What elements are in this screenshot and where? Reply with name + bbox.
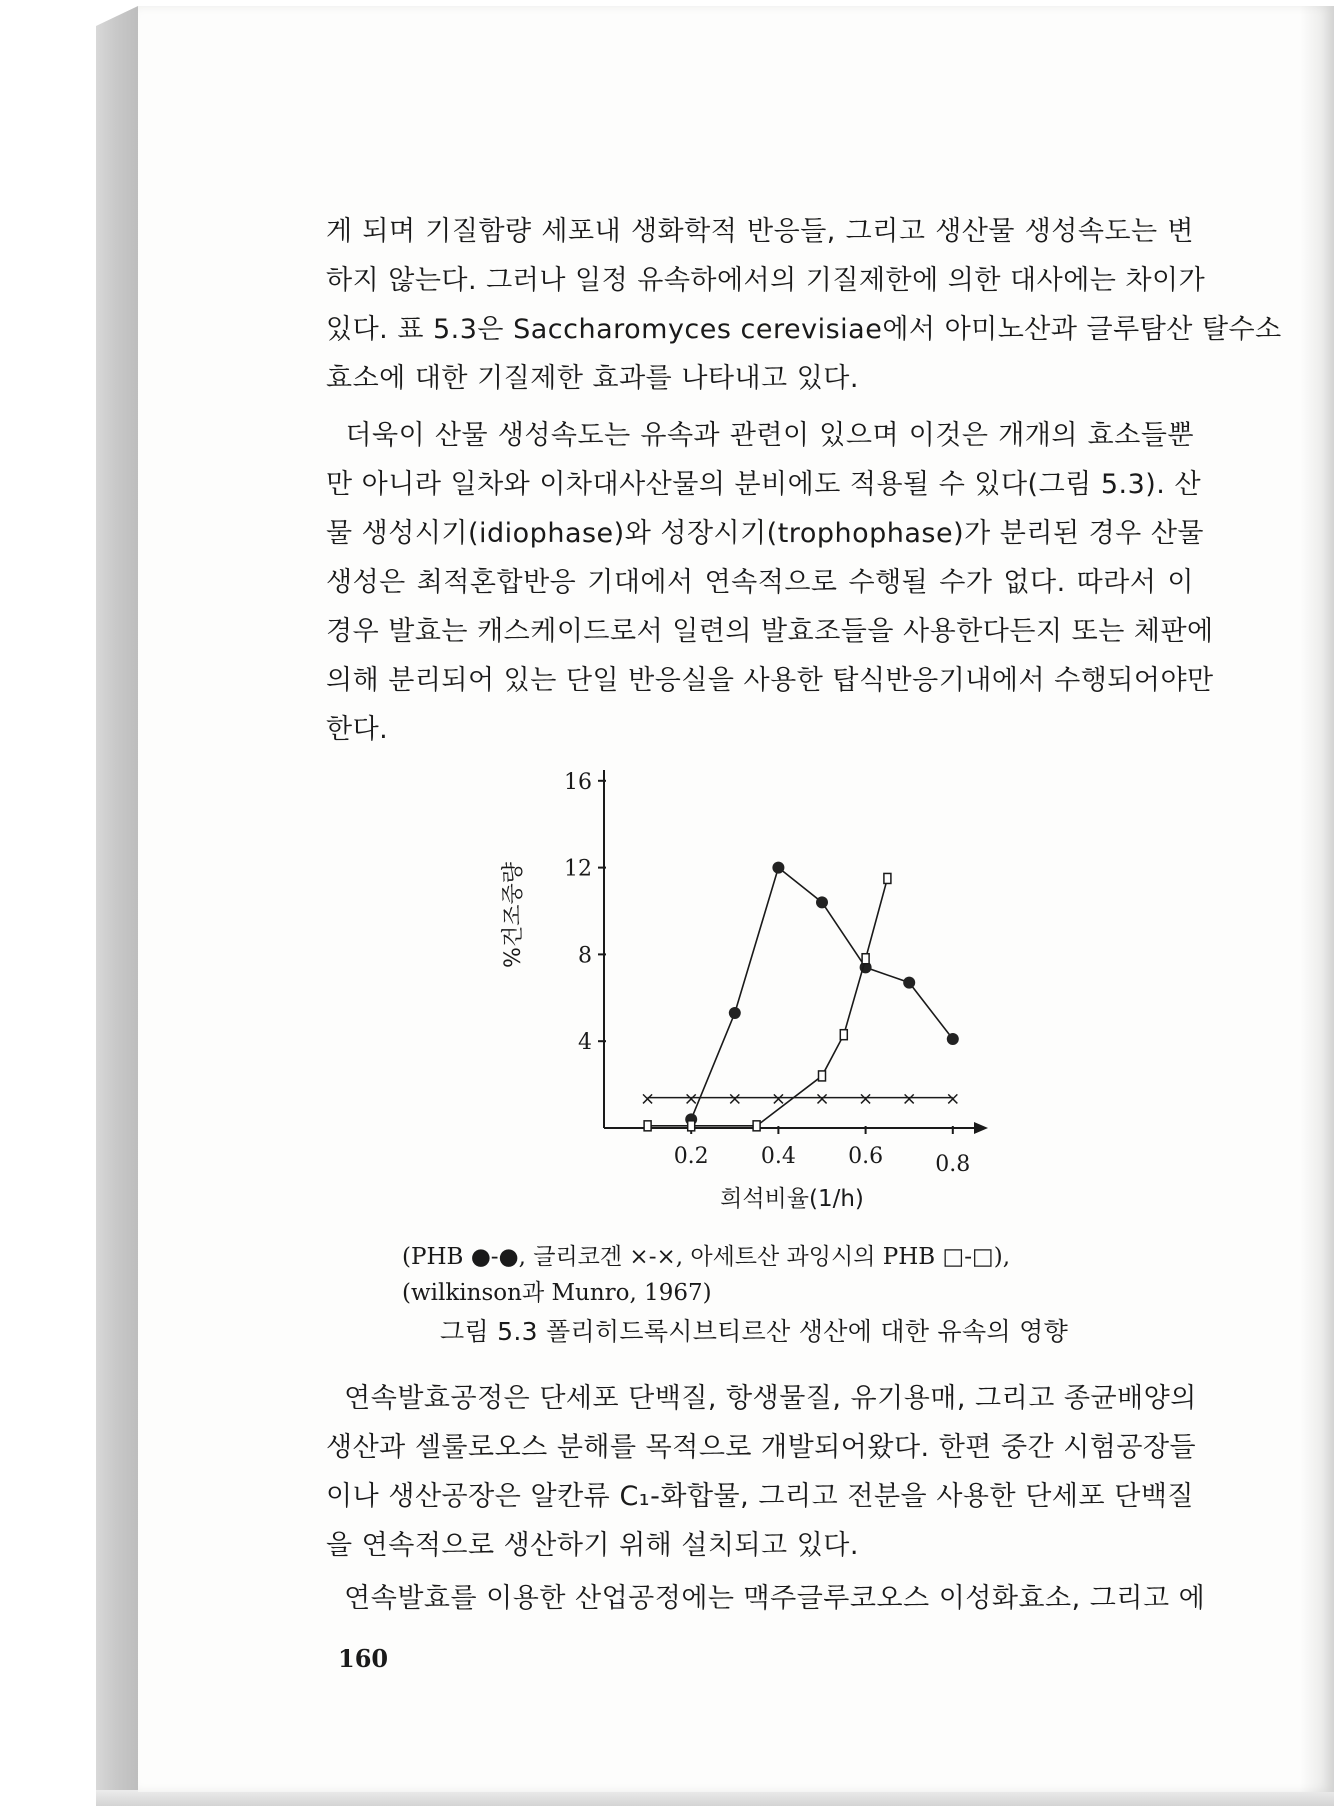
data-point-phb-acetate (884, 873, 891, 883)
y-tick-label: 16 (564, 769, 592, 795)
text-line: 효소에 대한 기질제한 효과를 나타내고 있다. (326, 363, 859, 394)
data-point-glycogen: × (770, 1088, 786, 1110)
series-filled-circle (685, 862, 959, 1126)
book-bottom-edge (96, 1790, 1334, 1806)
y-axis-label: %건조중량 (501, 862, 526, 968)
y-tick-label: 8 (578, 943, 592, 969)
text-line: 있다. 표 5.3은 Saccharomyces cerevisiae에서 아미노산과 글루탐산 탈수소 (326, 314, 1282, 345)
figure-title: 그림 5.3 폴리히드록시브티르산 생산에 대한 유속의 영향 (440, 1317, 1069, 1346)
data-point-phb (772, 862, 784, 874)
data-point-glycogen: × (945, 1088, 961, 1110)
data-point-phb-acetate (862, 954, 869, 964)
paragraph-3 (326, 1374, 1197, 1570)
data-point-phb (729, 1007, 741, 1019)
x-tick-label: 0.2 (673, 1144, 709, 1169)
data-point-phb-acetate (688, 1121, 695, 1131)
x-axis-arrow (974, 1122, 988, 1134)
text-line: 생산과 셀룰로오스 분해를 목적으로 개발되어왔다. 한편 중간 시험공장들 (326, 1432, 1197, 1463)
series-open-square (644, 873, 891, 1130)
data-point-phb-acetate (819, 1071, 826, 1081)
y-tick-label: 4 (578, 1030, 592, 1056)
data-point-glycogen: × (640, 1088, 656, 1110)
x-tick-label: 0.4 (760, 1144, 796, 1169)
text-line: 연속발효를 이용한 산업공정에는 맥주글루코오스 이성화효소, 그리고 에 (326, 1583, 1206, 1614)
text-line: 을 연속적으로 생산하기 위해 설치되고 있다. (326, 1530, 859, 1561)
text-line: 생성은 최적혼합반응 기대에서 연속적으로 수행될 수가 없다. 따라서 이 (326, 567, 1194, 598)
chart-axes (564, 770, 988, 1177)
data-point-phb-acetate (753, 1121, 760, 1131)
data-point-glycogen: × (683, 1088, 699, 1110)
data-point-phb-acetate (840, 1030, 847, 1040)
data-point-glycogen: × (814, 1088, 830, 1110)
data-point-phb (903, 977, 915, 989)
figure-caption-source: (wilkinson과 Munro, 1967) (402, 1280, 712, 1306)
data-point-glycogen: × (727, 1088, 743, 1110)
y-tick-label: 12 (564, 856, 592, 882)
x-tick-label: 0.8 (935, 1152, 971, 1177)
text-line: 이나 생산공장은 알칸류 C₁-화합물, 그리고 전분을 사용한 단세포 단백질 (326, 1481, 1194, 1512)
chart-series (640, 862, 960, 1131)
x-axis-label: 희석비율(1/h) (720, 1186, 864, 1212)
x-tick-label: 0.6 (848, 1144, 884, 1169)
data-point-glycogen: × (901, 1088, 917, 1110)
data-point-glycogen: × (858, 1088, 874, 1110)
text-line: 의해 분리되어 있는 단일 반응실을 사용한 탑식반응기내에서 수행되어야만 (326, 665, 1214, 696)
text-line: 게 되며 기질함량 세포내 생화학적 반응들, 그리고 생산물 생성속도는 변 (326, 216, 1194, 247)
text-line: 한다. (326, 714, 389, 745)
page-number: 160 (338, 1644, 389, 1673)
text-line: 하지 않는다. 그러나 일정 유속하에서의 기질제한에 의한 대사에는 차이가 (326, 265, 1206, 296)
text-line: 연속발효공정은 단세포 단백질, 항생물질, 유기용매, 그리고 종균배양의 (326, 1383, 1197, 1414)
paragraph-4 (326, 1574, 1206, 1623)
text-line: 더욱이 산물 생성속도는 유속과 관련이 있으며 이것은 개개의 효소들뿐 (326, 420, 1194, 451)
figure-caption-legend: (PHB ●-●, 글리코겐 ×-×, 아세트산 과잉시의 PHB □-□), (402, 1244, 1010, 1270)
data-point-phb-acetate (644, 1121, 651, 1131)
text-line: 만 아니라 일차와 이차대사산물의 분비에도 적용될 수 있다(그림 5.3). 산 (326, 469, 1202, 500)
data-point-phb (816, 896, 828, 908)
data-point-phb (947, 1033, 959, 1045)
text-line: 물 생성시기(idiophase)와 성장시기(trophophase)가 분리된 경우 산물 (326, 518, 1205, 549)
text-line: 경우 발효는 캐스케이드로서 일련의 발효조들을 사용한다든지 또는 체판에 (326, 616, 1214, 647)
